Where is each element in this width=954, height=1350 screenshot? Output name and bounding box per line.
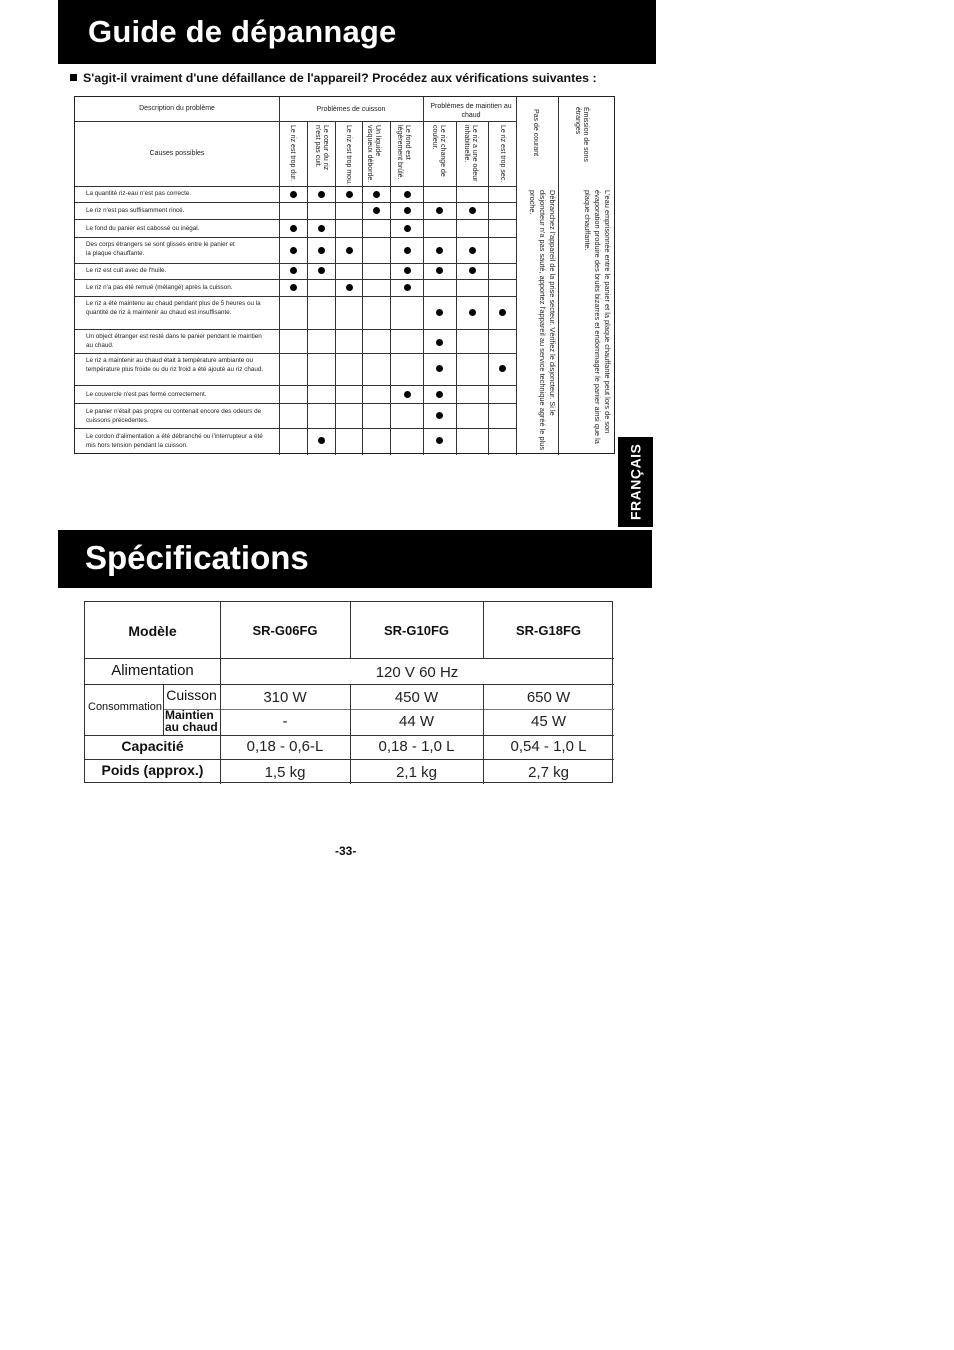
marker-dot (290, 247, 297, 254)
marker-dot (346, 191, 353, 198)
intro-line (70, 71, 650, 85)
marker-dot (404, 207, 411, 214)
marker-dot (469, 247, 476, 254)
marker-dot (436, 339, 443, 346)
weight-label: Poids (approx.) (101, 762, 204, 778)
no-power-header: Pas de courant (532, 109, 539, 157)
model-2: SR-G10FG (383, 623, 449, 638)
cooking-value-3: 650 W (526, 689, 571, 706)
page-title-banner (58, 0, 656, 64)
noise-note: L'eau emprisonnée entre le panier et la plaque chauffante peut lors de son évaporation produire des bruits bizarres et endommager le panier ainsi que la plaque chauffante. (583, 190, 612, 444)
language-tab-label: FRANÇAIS (627, 443, 644, 521)
spec-table (84, 601, 613, 783)
marker-dot (290, 191, 297, 198)
weight-value-3: 2,7 kg (528, 764, 569, 781)
col-header-5: Le fond est légèrement brûlé. (396, 125, 411, 180)
cooking-value-1: 310 W (263, 689, 307, 706)
no-power-note: Débranchez l'appareil de la prise secteur. Vérifiez le disjoncteur. Si le disjoncteur n'a pas sauté, apportez l'appareil au service technique agréé le plus proche. (528, 190, 557, 451)
capacity-value-3: 0,54 - 1,0 L (510, 738, 587, 755)
marker-dot (373, 207, 380, 214)
marker-dot (290, 225, 297, 232)
cause-row: La quantité riz-eau n'est pas correcte. (86, 190, 192, 197)
marker-dot (469, 267, 476, 274)
col-header-1: Le riz est trop dur. (289, 125, 296, 182)
cooking-label: Cuisson (166, 687, 217, 703)
model-3: SR-G18FG (515, 623, 581, 638)
keepwarm-label-line1: Maintien (165, 708, 214, 722)
cause-row: Le riz est cuit avec de l'huile. (86, 267, 167, 274)
col-header-3: Le riz est trop mou. (345, 125, 352, 185)
marker-dot (373, 191, 380, 198)
language-tab (618, 437, 653, 527)
marker-dot (404, 267, 411, 274)
marker-dot (290, 284, 297, 291)
cause-row: Le panier n'était pas propre ou contenait encore des odeurs de cuissons précedentes. (86, 408, 262, 424)
intro-text: S'agit-il vraiment d'une défaillance de l'appareil? Procédez aux vérifications suivantes : (83, 71, 597, 85)
weight-value-2: 2,1 kg (396, 764, 437, 781)
keepwarm-value-3: 45 W (530, 713, 566, 730)
marker-dot (404, 247, 411, 254)
power-supply-label: Alimentation (111, 662, 194, 679)
col-header-6: Le riz change de couleur. (431, 125, 446, 177)
causes-header: Causes possibles (149, 150, 205, 157)
cause-row: Le couvercle n'est pas fermé correctement. (86, 391, 207, 398)
marker-dot (436, 412, 443, 419)
marker-dot (404, 284, 411, 291)
cause-row: Des corps étrangers se sont glissés entre le panier et la plaque chauffante. (86, 241, 235, 257)
model-label: Modèle (128, 623, 177, 639)
square-bullet-icon (70, 74, 77, 81)
cause-row: Un object étranger est resté dans le panier pendant le maintien au chaud. (86, 333, 262, 349)
cooking-value-2: 450 W (394, 689, 439, 706)
weight-value-1: 1,5 kg (264, 764, 306, 781)
keepwarm-value-1: - (282, 713, 288, 730)
cause-row: Le riz n'a pas été remué (mélangé) après la cuisson. (86, 284, 233, 291)
capacity-label: Capacitié (121, 738, 184, 754)
col-header-4: Un liquide visqueux déborde. (366, 125, 381, 183)
marker-dot (436, 391, 443, 398)
marker-dot (318, 191, 325, 198)
marker-dot (404, 191, 411, 198)
marker-dot (318, 247, 325, 254)
marker-dot (499, 365, 506, 372)
power-supply-value: 120 V 60 Hz (375, 664, 459, 681)
col-header-2: Le cœur du riz n'est pas cuit. (314, 125, 329, 171)
cause-row: Le fond du panier est cabossé ou inégal. (86, 225, 200, 232)
marker-dot (436, 365, 443, 372)
spec-title: Spécifications (85, 539, 309, 576)
marker-dot (318, 267, 325, 274)
cause-row: Le riz a maintenir au chaud était à température ambiante ou température plus froide ou du riz froid a été ajouté au riz chaud. (86, 357, 264, 373)
marker-dot (436, 207, 443, 214)
marker-dot (436, 247, 443, 254)
consumption-label: Consommation (88, 701, 162, 713)
cause-row: Le riz n'est pas suffisamment rincé. (86, 207, 185, 214)
cooking-group-header: Problèmes de cuisson (316, 106, 386, 113)
marker-dot (469, 309, 476, 316)
description-header: Description du problème (139, 105, 215, 112)
model-1: SR-G06FG (252, 623, 318, 638)
col-header-7: Le riz a une odeur inhabituelle. (463, 125, 478, 182)
cause-row: Le riz a été maintenu au chaud pendant plus de 5 heures ou la quantité de riz à maintenir au chaud est insuffisante. (86, 300, 261, 316)
marker-dot (346, 247, 353, 254)
marker-dot (436, 309, 443, 316)
marker-dot (290, 267, 297, 274)
marker-dot (318, 437, 325, 444)
marker-dot (404, 391, 411, 398)
page-number: -33- (335, 844, 357, 858)
capacity-value-2: 0,18 - 1,0 L (378, 738, 455, 755)
marker-dot (346, 284, 353, 291)
keepwarm-group-header: Problèmes de maintien au chaud (430, 103, 512, 119)
page-title: Guide de dépannage (88, 14, 397, 49)
keepwarm-label-line2: au chaud (165, 720, 218, 734)
spec-title-banner (58, 530, 652, 588)
marker-dot (499, 309, 506, 316)
keepwarm-value-2: 44 W (398, 713, 434, 730)
troubleshooting-table (74, 96, 615, 454)
marker-dot (469, 207, 476, 214)
col-header-8: Le riz est trop sec. (499, 125, 506, 183)
cause-row: Le cordon d'alimentation a été débranché ou l'interrupteur a été mis hors tension pendant la cuisson. (86, 433, 263, 449)
noise-header: Émission de sons étranges (574, 107, 589, 162)
marker-dot (436, 267, 443, 274)
capacity-value-1: 0,18 - 0,6-L (246, 738, 324, 755)
marker-dot (404, 225, 411, 232)
marker-dot (318, 225, 325, 232)
marker-dot (436, 437, 443, 444)
